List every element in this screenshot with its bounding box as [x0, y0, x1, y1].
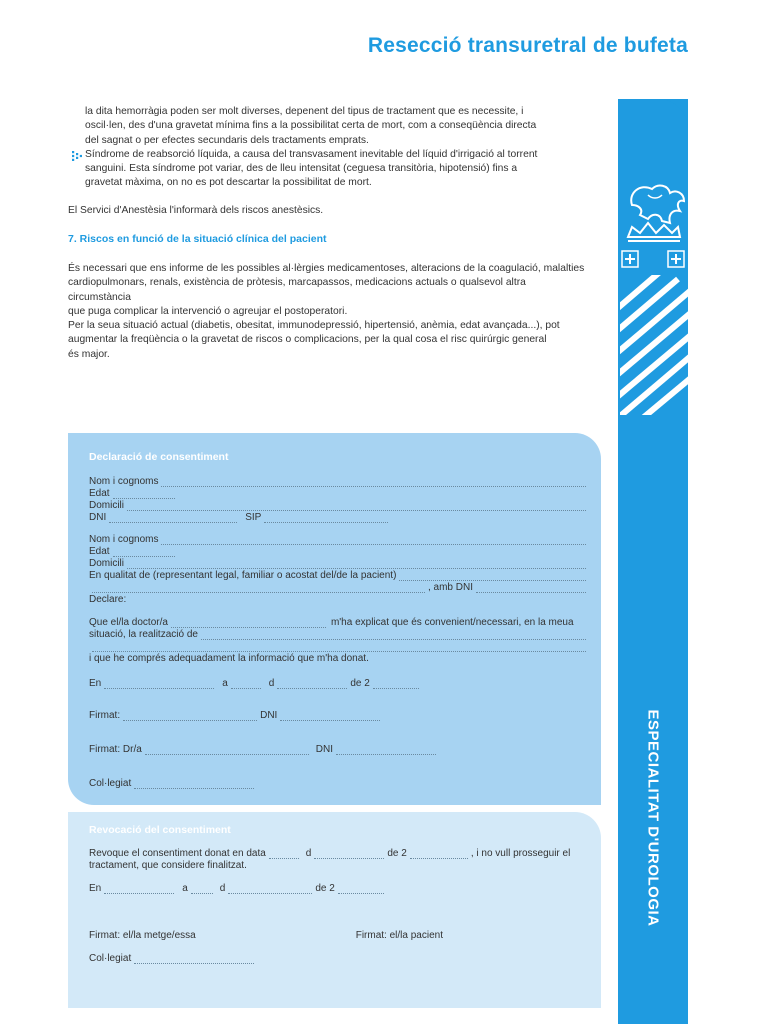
- section7-body: [68, 262, 588, 362]
- revocation-day-field[interactable]: [269, 850, 299, 859]
- sign2-dni-label: DNI: [315, 744, 334, 755]
- bullet-dots-icon: [72, 151, 82, 161]
- rep-address-label: Domicili: [89, 558, 124, 569]
- patient-name-field[interactable]: [161, 478, 586, 487]
- rev-date-month-field[interactable]: [228, 885, 312, 894]
- date-year-label: de 2: [350, 678, 370, 689]
- generalitat-emblem-logo: [618, 175, 688, 415]
- rev-date-en-label: En: [89, 883, 102, 894]
- revocation-de2-label: de 2: [387, 848, 407, 859]
- situation-row: [89, 628, 589, 640]
- date-a-label: a: [222, 678, 228, 689]
- rep-name-row: [89, 533, 589, 545]
- revocation-year-field[interactable]: [410, 850, 468, 859]
- date-place-field[interactable]: [104, 680, 214, 689]
- rep-address-field[interactable]: [127, 560, 586, 569]
- section7-line: És necessari que ens informe de les possibles al·lèrgies medicamentoses, alteracions de la coagulació, malalties: [68, 263, 585, 274]
- intro-block: [68, 105, 588, 191]
- doctor-row: [89, 616, 589, 628]
- date-d-label: d: [268, 678, 275, 689]
- rep-address-row: [89, 557, 589, 569]
- date-en-label: En: [89, 678, 102, 689]
- bullet-line: gravetat màxima, on no es pot descartar la possibilitat de mort.: [85, 177, 372, 189]
- rep-quality-field[interactable]: [399, 572, 586, 581]
- sign2-dni-field[interactable]: [336, 746, 436, 755]
- rev-date-year-field[interactable]: [338, 885, 384, 894]
- rev-collegiat-label: Col·legiat: [89, 953, 132, 964]
- patient-address-field[interactable]: [127, 502, 586, 511]
- rep-dni-field[interactable]: [476, 584, 586, 593]
- bullet-line: sanguini. Esta síndrome pot variar, des de lleu intensitat (ceguesa transitòria, hipotensió) fins a: [85, 163, 518, 175]
- rev-sign-patient-label: Firmat: el/la pacient: [355, 930, 443, 941]
- collegiat-field[interactable]: [134, 780, 254, 789]
- patient-age-field[interactable]: [113, 490, 175, 499]
- revocation-text-a: Revoque el consentiment donat en data: [89, 848, 266, 859]
- revocation-d-label: d: [305, 848, 312, 859]
- patient-name-row: [89, 475, 589, 487]
- sign1-field[interactable]: [123, 712, 257, 721]
- patient-age-label: Edat: [89, 488, 110, 499]
- revocation-heading: Revocació del consentiment: [89, 824, 231, 836]
- rev-sign-doctor-label: Firmat: el/la metge/essa: [89, 930, 196, 941]
- sign1-row: [89, 709, 589, 721]
- rep-age-field[interactable]: [113, 548, 175, 557]
- section7-line: és major.: [68, 348, 110, 360]
- date-month-field[interactable]: [277, 680, 347, 689]
- procedure-row-2: [89, 640, 589, 652]
- rev-date-d-label: d: [219, 883, 226, 894]
- consent-heading: Declaració de consentiment: [89, 451, 229, 463]
- revocation-text-b: tractament, que considere finalitzat.: [89, 860, 247, 871]
- rev-collegiat-field[interactable]: [134, 955, 254, 964]
- patient-sip-label: SIP: [245, 512, 262, 523]
- rep-quality-label: En qualitat de (representant legal, familiar o acostat del/de la pacient): [89, 570, 397, 581]
- doctor-field[interactable]: [171, 619, 326, 628]
- consent-declaration-box: [68, 433, 601, 805]
- bullet-item: [68, 148, 588, 191]
- declare-row: [89, 593, 589, 605]
- consent-date-row: [89, 677, 589, 689]
- section7-line: Per la seua situació actual (diabetis, obesitat, immunodepressió, hipertensió, anèmia, edat avançada...), pot: [68, 320, 560, 332]
- rev-date-place-field[interactable]: [104, 885, 174, 894]
- doctor-label: Que el/la doctor/a: [89, 617, 168, 628]
- specialty-label: ESPECIALITAT D'UROLOGIA: [644, 709, 662, 927]
- declare-label: Declare:: [89, 594, 127, 605]
- page-title: Resecció transuretral de bufeta: [367, 34, 688, 57]
- sign2-row: [89, 743, 589, 755]
- doctor-explained-text: m'ha explicat que és convenient/necessari, en la meua: [330, 617, 574, 628]
- rep-age-label: Edat: [89, 546, 110, 557]
- intro-line: del sagnat o per efectes secundaris dels tractaments emprats.: [85, 134, 369, 146]
- understood-row: [89, 652, 589, 664]
- date-day-field[interactable]: [231, 680, 261, 689]
- date-year-field[interactable]: [373, 680, 419, 689]
- sign2-label: Firmat: Dr/a: [89, 744, 142, 755]
- rev-date-year-label: de 2: [315, 883, 335, 894]
- section7-line: cardiopulmonars, renals, existència de pròtesis, marcapassos, medicacions actuals o qualsevol altra circumstància: [68, 277, 526, 303]
- patient-sip-field[interactable]: [264, 514, 388, 523]
- revocation-line2: [89, 859, 589, 871]
- rep-quality-row: [89, 569, 589, 581]
- intro-line: oscil·len, des d'una gravetat mínima fins a la possibilitat certa de mort, com a conseqüència directa: [85, 120, 537, 132]
- patient-dni-field[interactable]: [109, 514, 237, 523]
- patient-dni-label: DNI: [89, 512, 107, 523]
- sign1-dni-field[interactable]: [280, 712, 380, 721]
- collegiat-label: Col·legiat: [89, 778, 132, 789]
- revocation-box: [68, 812, 601, 1008]
- patient-dni-row: [89, 511, 589, 523]
- revocation-line1: [89, 847, 589, 859]
- patient-address-label: Domicili: [89, 500, 124, 511]
- collegiat-row: [89, 777, 589, 789]
- procedure-field[interactable]: [201, 631, 586, 640]
- revocation-text-end: , i no vull prosseguir el: [470, 848, 571, 859]
- revocation-sign-row: [89, 929, 589, 941]
- procedure-field-2[interactable]: [92, 643, 586, 652]
- patient-age-row: [89, 487, 589, 499]
- rep-name-label: Nom i cognoms: [89, 534, 159, 545]
- sign1-dni-label: DNI: [260, 710, 278, 721]
- rev-date-a-label: a: [182, 883, 188, 894]
- rev-date-day-field[interactable]: [191, 885, 213, 894]
- sign1-label: Firmat:: [89, 710, 121, 721]
- patient-name-label: Nom i cognoms: [89, 476, 159, 487]
- bullet-line: Síndrome de reabsorció líquida, a causa del transvasament inevitable del líquid d'irrigació al torrent: [85, 148, 538, 160]
- rep-with-dni-label: , amb DNI: [427, 582, 473, 593]
- situation-label: situació, la realització de: [89, 629, 198, 640]
- anesthesia-note: El Servici d'Anestèsia l'informarà dels riscos anestèsics.: [68, 205, 324, 216]
- patient-address-row: [89, 499, 589, 511]
- rev-collegiat-row: [89, 952, 589, 964]
- rep-quality-field-2[interactable]: [92, 584, 425, 593]
- rep-dni-row: [89, 581, 589, 593]
- section7-line: que puga complicar la intervenció o agreujar el postoperatori.: [68, 305, 348, 317]
- section7-line: augmentar la freqüència o la gravetat de riscos o complicacions, per la qual cosa el risc quirúrgic general: [68, 334, 547, 346]
- section7-heading: 7. Riscos en funció de la situació clínica del pacient: [68, 233, 327, 245]
- rep-age-row: [89, 545, 589, 557]
- sign2-field[interactable]: [145, 746, 309, 755]
- intro-line: la dita hemorràgia poden ser molt diverses, depenent del tipus de tractament que es necessite, i: [85, 106, 524, 117]
- understood-text: i que he comprés adequadament la informació que m'ha donat.: [89, 653, 369, 664]
- revocation-month-field[interactable]: [314, 850, 384, 859]
- revocation-date-row: [89, 882, 589, 894]
- rep-name-field[interactable]: [161, 536, 586, 545]
